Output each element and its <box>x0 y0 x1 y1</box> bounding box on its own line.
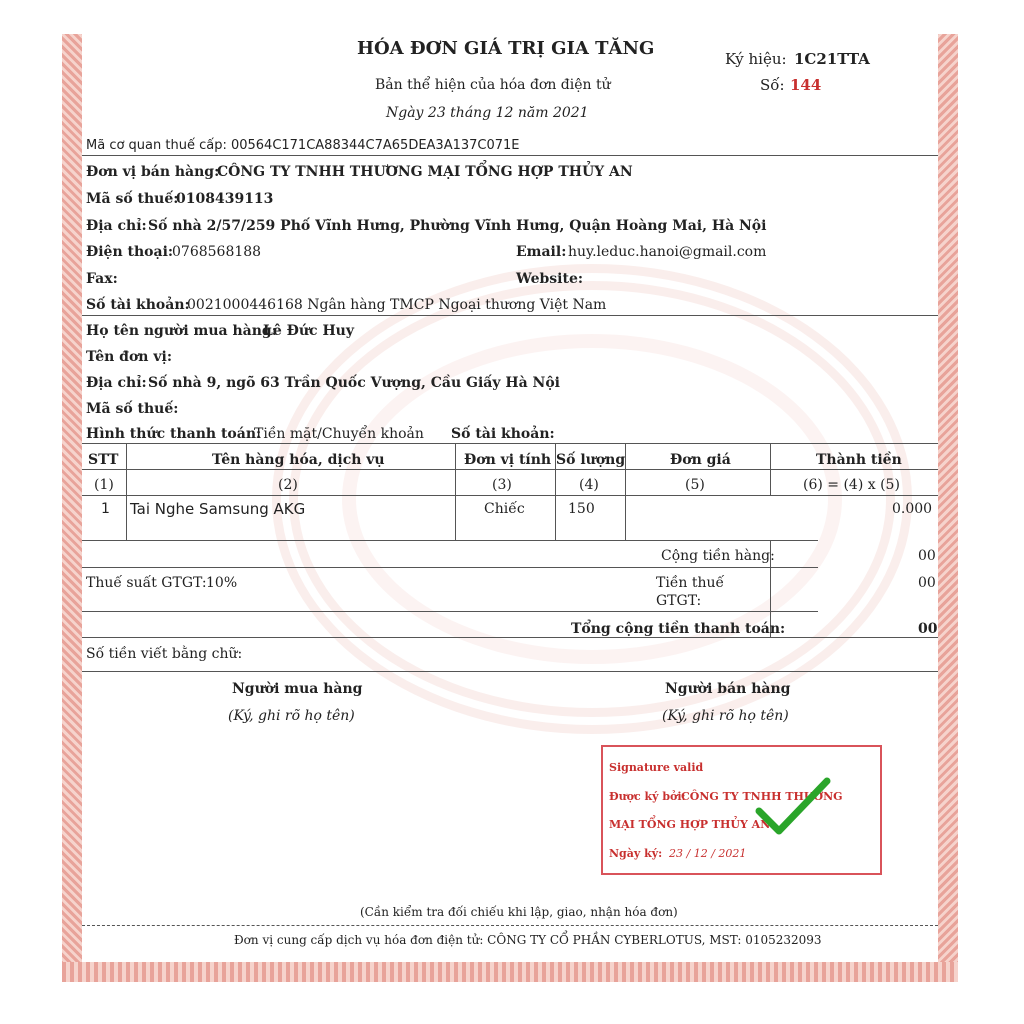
vat-amount-label-2: GTGT: <box>656 593 702 609</box>
vat-rate-label: Thuế suất GTGT: <box>86 575 207 591</box>
table-line <box>82 671 938 672</box>
col-code-6: (6) = (4) x (5) <box>803 477 900 493</box>
table-line <box>126 443 127 540</box>
col-code-1: (1) <box>94 477 114 493</box>
divider <box>82 315 938 316</box>
row-product-name: Tai Nghe Samsung AKG <box>130 500 306 518</box>
col-code-3: (3) <box>492 477 512 493</box>
amount-in-words-label: Số tiền viết bằng chữ: <box>86 646 243 662</box>
row-amount: 0.000 <box>892 501 933 517</box>
divider <box>82 155 938 156</box>
table-line <box>82 540 818 541</box>
buyer-address-label: Địa chỉ: <box>86 375 147 391</box>
seller-email: huy.leduc.hanoi@gmail.com <box>568 244 767 260</box>
buyer-name-label: Họ tên người mua hàng: <box>86 323 277 339</box>
invoice-number: 144 <box>790 76 822 94</box>
seller-fax-label: Fax: <box>86 271 118 287</box>
invoice-subtitle: Bản thể hiện của hóa đơn điện tử <box>375 77 611 93</box>
check-note: (Cần kiểm tra đối chiếu khi lập, giao, nhận hóa đơn) <box>360 905 678 919</box>
signed-by-name-2: MẠI TỔNG HỢP THỦY AN <box>609 818 771 831</box>
seller-signature-title: Người bán hàng <box>665 681 791 697</box>
buyer-tax-id-label: Mã số thuế: <box>86 401 179 417</box>
seller-phone-label: Điện thoại: <box>86 244 174 260</box>
sign-date-label: Ngày ký: <box>609 847 663 860</box>
seller-account: 0021000446168 Ngân hàng TMCP Ngoại thương Việt Nam <box>187 297 607 313</box>
col-header-amount: Thành tiền <box>816 452 902 468</box>
seller-website-label: Website: <box>516 271 584 287</box>
col-header-qty: Số lượng <box>556 452 626 468</box>
row-stt: 1 <box>101 501 110 517</box>
buyer-signature-title: Người mua hàng <box>232 681 363 697</box>
seller-address-label: Địa chỉ: <box>86 218 147 234</box>
seller-email-label: Email: <box>516 244 567 260</box>
symbol-value: 1C21TTA <box>794 50 870 68</box>
seller-account-label: Số tài khoản: <box>86 297 190 313</box>
col-header-name: Tên hàng hóa, dịch vụ <box>212 452 385 468</box>
buyer-account-label: Số tài khoản: <box>451 426 555 442</box>
invoice-border-bottom <box>62 962 958 982</box>
grand-total-label: Tổng cộng tiền thanh toán: <box>571 621 786 637</box>
seller-name-label: Đơn vị bán hàng: <box>86 164 220 180</box>
grand-total-value: 00 <box>918 621 938 637</box>
table-line <box>82 495 938 496</box>
col-code-4: (4) <box>579 477 599 493</box>
buyer-signature-note: (Ký, ghi rõ họ tên) <box>228 708 355 724</box>
invoice-border-right <box>938 34 958 982</box>
invoice-title: HÓA ĐƠN GIÁ TRỊ GIA TĂNG <box>357 38 655 59</box>
buyer-address: Số nhà 9, ngõ 63 Trần Quốc Vượng, Cầu Giấy Hà Nội <box>148 375 561 391</box>
subtotal-label: Cộng tiền hàng: <box>661 548 775 564</box>
signature-valid-text: Signature valid <box>609 761 704 774</box>
seller-tax-id: 0108439113 <box>176 191 274 207</box>
table-line <box>770 443 771 495</box>
seller-phone: 0768568188 <box>172 244 262 260</box>
digital-signature-stamp <box>601 745 882 875</box>
table-line <box>82 637 938 638</box>
table-line <box>82 443 938 444</box>
buyer-unit-label: Tên đơn vị: <box>86 349 172 365</box>
service-provider: Đơn vị cung cấp dịch vụ hóa đơn điện tử: CÔNG TY CỔ PHẦN CYBERLOTUS, MST: 0105232093 <box>234 933 822 947</box>
symbol-label: Ký hiệu: <box>725 50 787 68</box>
seller-signature-note: (Ký, ghi rõ họ tên) <box>662 708 789 724</box>
vat-amount-value: 00 <box>918 575 936 591</box>
seller-name: CÔNG TY TNHH THƯƠNG MẠI TỔNG HỢP THỦY AN <box>217 164 633 180</box>
row-qty: 150 <box>568 501 595 517</box>
tax-authority-code: Mã cơ quan thuế cấp: 00564C171CA88344C7A65DEA3A137C071E <box>86 138 520 153</box>
invoice-border-left <box>62 34 82 982</box>
col-header-unit: Đơn vị tính <box>464 452 552 468</box>
row-unit: Chiếc <box>484 501 525 517</box>
buyer-name: Lê Đức Huy <box>263 323 354 339</box>
seller-address: Số nhà 2/57/259 Phố Vĩnh Hưng, Phường Vĩnh Hưng, Quận Hoàng Mai, Hà Nội <box>148 218 767 234</box>
subtotal-value: 00 <box>918 548 936 564</box>
table-line <box>82 567 818 568</box>
table-line <box>455 443 456 540</box>
signed-by-name-1: CÔNG TY TNHH THƯƠNG <box>681 790 843 803</box>
payment-method-label: Hình thức thanh toán: <box>86 426 262 442</box>
col-header-price: Đơn giá <box>670 452 731 468</box>
table-line <box>82 611 818 612</box>
vat-amount-label-1: Tiền thuế <box>656 575 725 591</box>
table-line <box>82 469 938 470</box>
sign-date: 23 / 12 / 2021 <box>669 847 747 860</box>
payment-method: Tiền mặt/Chuyển khoản <box>254 426 424 442</box>
footer-divider <box>82 925 938 926</box>
number-label: Số: <box>760 76 785 94</box>
checkmark-icon <box>753 777 833 837</box>
seller-tax-id-label: Mã số thuế: <box>86 191 179 207</box>
table-line <box>625 443 626 540</box>
invoice-date: Ngày 23 tháng 12 năm 2021 <box>386 105 589 121</box>
col-code-2: (2) <box>278 477 298 493</box>
col-code-5: (5) <box>685 477 705 493</box>
signed-by-label: Được ký bởi: <box>609 790 686 803</box>
vat-rate-value: 10% <box>206 575 238 591</box>
col-header-stt: STT <box>88 452 119 468</box>
